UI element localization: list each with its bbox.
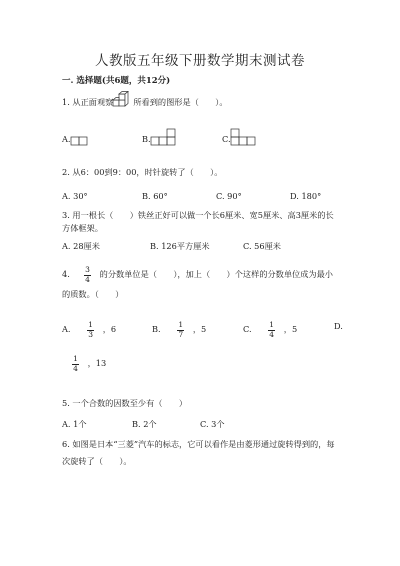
question-4-line2: 的质数。（ ） bbox=[62, 289, 124, 299]
q4-fraction: $\frac{3}{4}$ bbox=[85, 265, 90, 284]
q2-option-c: C. 90° bbox=[216, 191, 242, 201]
question-2: 2. 从6：00到9：00，时针旋转了（ ）。 bbox=[62, 167, 223, 177]
q5-option-c: C. 3个 bbox=[200, 419, 225, 429]
q4-option-b: B. $\frac{1}{7}$ ，5 bbox=[152, 320, 207, 339]
q3-option-a: A. 28厘米 bbox=[62, 241, 100, 251]
question-3-line1: 3. 用一根长（ ）铁丝正好可以做一个长6厘米、宽5厘米、高3厘米的长 bbox=[62, 210, 334, 220]
q1-option-b-label: B. bbox=[142, 134, 151, 144]
q5-option-a: A. 1个 bbox=[62, 419, 87, 429]
question-1 bbox=[62, 97, 228, 108]
q2-option-a: A. 30° bbox=[62, 191, 88, 201]
question-6-line1: 6. 如图是日本“三菱”汽车的标志，它可以看作是由菱形通过旋转得到的，每 bbox=[62, 439, 335, 449]
q1-option-c-figure bbox=[230, 128, 258, 148]
q1-option-b-figure bbox=[150, 128, 178, 148]
q4-text: 的分数单位是（ ），加上（ ）个这样的分数单位成为最小 bbox=[99, 269, 333, 279]
section-heading: 一. 选择题(共6题，共12分) bbox=[62, 76, 171, 86]
page-title: 人教版五年级下册数学期末测试卷 bbox=[95, 53, 305, 69]
q2-option-b: B. 60° bbox=[142, 191, 168, 201]
question-4-line1 bbox=[62, 266, 333, 284]
q4-option-c: C. $\frac{1}{4}$ ，5 bbox=[243, 320, 298, 339]
q4-option-d-value: $\frac{1}{4}$ ，13 bbox=[73, 354, 107, 373]
q3-option-c: C. 56厘米 bbox=[243, 241, 281, 251]
cube-stack-figure bbox=[111, 91, 133, 109]
q1-option-c-label: C. bbox=[222, 134, 231, 144]
q4-option-a: A. $\frac{1}{3}$ ，6 bbox=[62, 320, 117, 339]
q4-number: 4. bbox=[62, 269, 70, 279]
q4-option-d-label: D. bbox=[334, 321, 343, 331]
q3-option-b: B. 126平方厘米 bbox=[150, 241, 210, 251]
q5-option-b: B. 2个 bbox=[132, 419, 157, 429]
q2-option-d: D. 180° bbox=[290, 191, 322, 201]
question-3-line2: 方体框架。 bbox=[62, 223, 103, 233]
q1-prefix: 1. 从正面观察 bbox=[62, 97, 114, 107]
question-6-line2: 次旋转了（ ）。 bbox=[62, 456, 132, 466]
q1-suffix: 所看到的图形是（ ）。 bbox=[133, 97, 228, 107]
question-5: 5. 一个合数的因数至少有（ ） bbox=[62, 398, 188, 408]
q1-option-a-figure bbox=[70, 128, 90, 148]
q1-option-a-label: A. bbox=[62, 134, 71, 144]
